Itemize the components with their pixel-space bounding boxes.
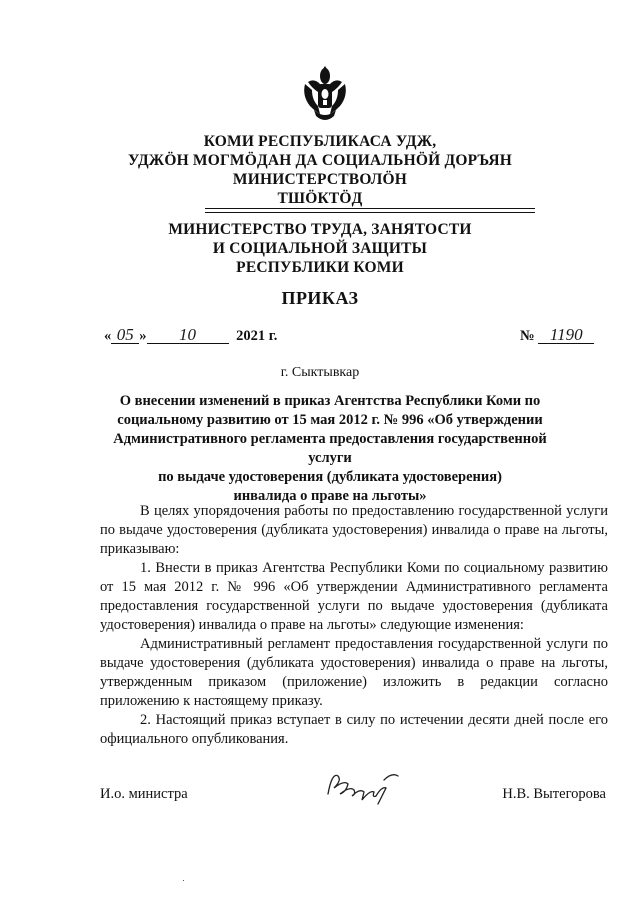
- date-close-quote: »: [139, 328, 147, 344]
- header-divider-thin: [205, 212, 535, 213]
- order-number: [520, 327, 594, 345]
- date-month: 10: [147, 327, 229, 344]
- subject-line: по выдаче удостоверения (дубликата удостоверения): [158, 469, 502, 485]
- header-komi-line: УДЖӦН МОГМӦДАН ДА СОЦИАЛЬНӦЙ ДОРЪЯН: [127, 152, 513, 169]
- subject-line: О внесении изменений в приказ Агентства Республики Коми по: [119, 393, 541, 409]
- body-paragraph: 1. Внести в приказ Агентства Республики Коми по социальному развитию от 15 мая 2012 г. № 996 «Об утверждении Административного регламента предоставления государственной услуги по выдаче удостоверения (дубликата удостоверения) инвалида о праве на льготы» следующие изменения:: [100, 560, 608, 633]
- header-komi-line: МИНИСТЕРСТВОЛӦН: [232, 171, 408, 188]
- header-komi: [0, 132, 640, 208]
- subject-line: социальному развитию от 15 мая 2012 г. № 996 «Об утверждении: [117, 412, 543, 428]
- order-date: [104, 327, 277, 345]
- scan-speck: [183, 880, 184, 881]
- subject-line: инвалида о праве на льготы»: [233, 488, 427, 504]
- document-type-title: ПРИКАЗ: [281, 288, 359, 308]
- header-ru-line: МИНИСТЕРСТВО ТРУДА, ЗАНЯТОСТИ: [168, 221, 472, 238]
- header-ru-line: И СОЦИАЛЬНОЙ ЗАЩИТЫ: [212, 240, 428, 257]
- header-komi-line: КОМИ РЕСПУБЛИКАСА УДЖ,: [203, 133, 437, 150]
- number-value: 1190: [538, 327, 594, 344]
- date-day: 05: [111, 327, 139, 344]
- header-russian: [0, 220, 640, 277]
- handwritten-signature-icon: [322, 766, 402, 806]
- coat-of-arms-icon: [300, 62, 350, 124]
- header-komi-line: ТШӦКТӦД: [277, 190, 363, 207]
- header-divider-thick: [205, 208, 535, 209]
- body-paragraph: 2. Настоящий приказ вступает в силу по истечении десяти дней после его официального опубликования.: [100, 712, 608, 747]
- number-label: №: [520, 328, 535, 344]
- body-paragraph: Административный регламент предоставления государственной услуги по выдаче удостоверения (дубликата удостоверения) инвалида о праве на льготы, утвержденным приказом (приложение) изложить в редакции согласно приложению к настоящему приказу.: [100, 636, 608, 709]
- body-paragraph: В целях упорядочения работы по предоставлению государственной услуги по выдаче удостоверения (дубликата удостоверения) инвалида о праве на льготы, приказываю:: [100, 503, 608, 557]
- signatory-name: Н.В. Вытегорова: [502, 786, 606, 802]
- subject-line: Административного регламента предоставления государственной услуги: [113, 431, 547, 466]
- order-body: [100, 502, 608, 749]
- order-subject: [100, 392, 560, 506]
- header-ru-line: РЕСПУБЛИКИ КОМИ: [236, 259, 404, 276]
- signatory-position: И.о. министра: [100, 786, 188, 802]
- city: г. Сыктывкар: [280, 365, 360, 380]
- date-open-quote: «: [104, 328, 112, 344]
- date-year: 2021 г.: [236, 328, 278, 344]
